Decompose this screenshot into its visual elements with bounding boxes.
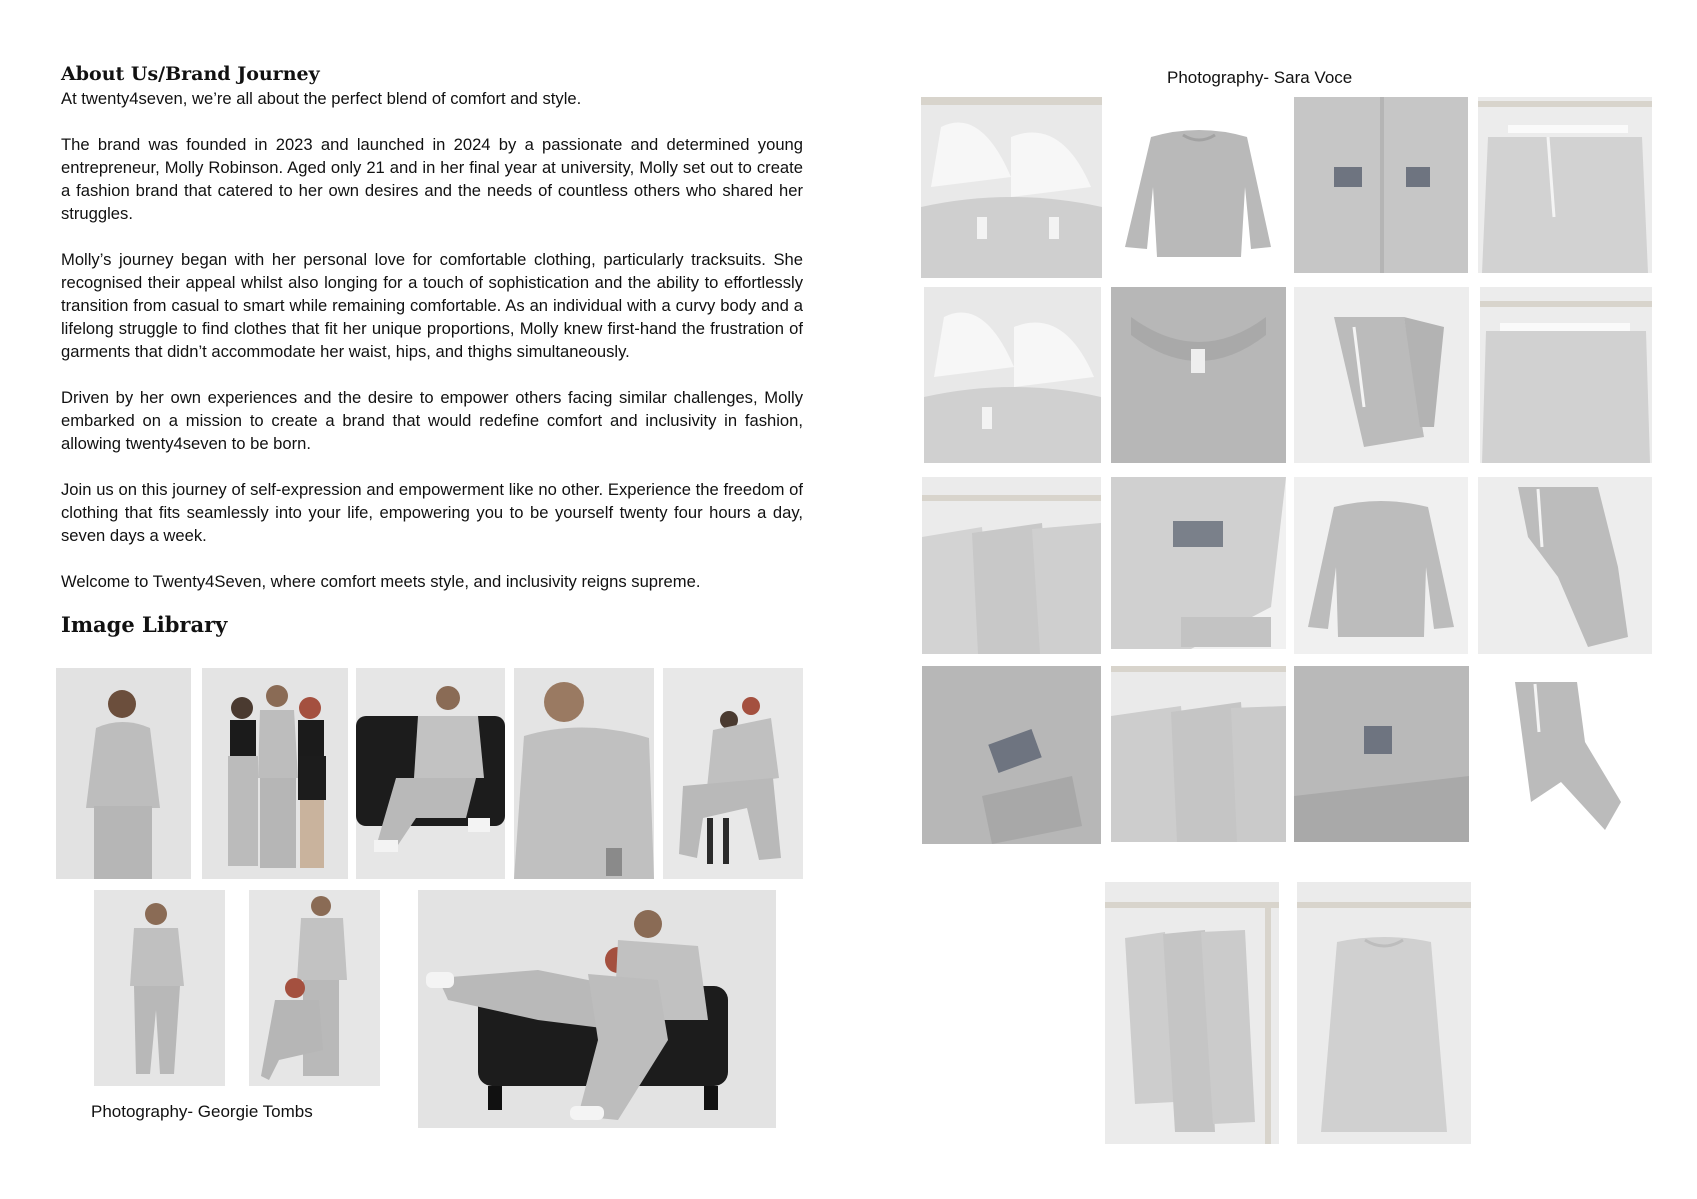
model-photo-3 — [356, 668, 505, 879]
about-paragraph-1: At twenty4seven, we’re all about the perfect blend of comfort and style. — [61, 89, 582, 108]
product-photo-rack-full — [1105, 882, 1279, 1144]
product-photo-sleeve-embroidery — [922, 666, 1101, 844]
model-photo-1 — [56, 668, 191, 879]
product-photo-joggers-hanging — [1478, 97, 1652, 273]
model-photo-2 — [202, 668, 348, 879]
product-photo-cuff-detail — [1294, 666, 1469, 842]
model-photography-credit: Photography- Georgie Tombs — [91, 1102, 313, 1121]
about-paragraph-4: Driven by her own experiences and the desire to empower others facing similar challenges, Molly embarked on a mission to create a brand that would redefine comfort and inclusivity in fashion, allowing twenty4seven to be born. — [61, 388, 803, 453]
product-photo-hanger-sweatshirt — [921, 97, 1102, 278]
product-photo-sleeve-logo — [1111, 477, 1286, 649]
model-photo-7 — [249, 890, 380, 1086]
product-photography-credit: Photography- Sara Voce — [1167, 68, 1353, 87]
product-photo-flat-joggers — [1478, 477, 1652, 654]
about-paragraph-6: Welcome to Twenty4Seven, where comfort meets style, and inclusivity reigns supreme. — [61, 572, 701, 591]
product-photo-flat-crewneck — [1294, 477, 1468, 654]
product-photo-folded-joggers — [1294, 287, 1469, 463]
about-paragraph-3: Molly’s journey began with her personal love for comfortable clothing, particularly tracksuits. She recognised their appeal whilst also longing for a touch of sophistication and the ability to effortlessly transition from casual to smart while remaining comfortable. As an individual with a curvy body and a lifelong struggle to find clothes that fit her unique proportions, Molly knew first-hand the frustration of garments that didn’t accommodate her waist, hips, and thighs simultaneously. — [61, 250, 803, 361]
product-photo-hanging-crewneck — [1297, 882, 1471, 1144]
product-photo-joggers-rack — [1480, 287, 1652, 463]
model-photo-8 — [418, 890, 776, 1128]
product-photo-joggers-side — [1501, 672, 1631, 844]
product-photo-embroidery-closeup — [1294, 97, 1468, 273]
product-photo-rack-closeup — [1111, 666, 1286, 842]
about-title: About Us/Brand Journey — [61, 63, 320, 85]
product-photo-hanger-closeup — [924, 287, 1101, 463]
model-photo-5 — [663, 668, 803, 879]
about-paragraph-2: The brand was founded in 2023 and launched in 2024 by a passionate and determined young entrepreneur, Molly Robinson. Aged only 21 and in her final year at university, Molly set out to create a fashion brand that catered to her own desires and the needs of countless others who shared her struggles. — [61, 135, 803, 223]
about-section — [61, 62, 803, 616]
about-paragraph-5: Join us on this journey of self-expression and empowerment like no other. Experience the freedom of clothing that fits seamlessly into your life, empowering you to be yourself twenty four hours a day, seven days a week. — [61, 480, 803, 545]
product-photo-collar-closeup — [1111, 287, 1286, 463]
product-photo-flat-sweatshirt — [1111, 97, 1286, 278]
product-photo-rack-sweatshirts — [922, 477, 1101, 654]
model-photo-6 — [94, 890, 225, 1086]
model-photo-4 — [514, 668, 654, 879]
image-library-title: Image Library — [61, 612, 228, 637]
